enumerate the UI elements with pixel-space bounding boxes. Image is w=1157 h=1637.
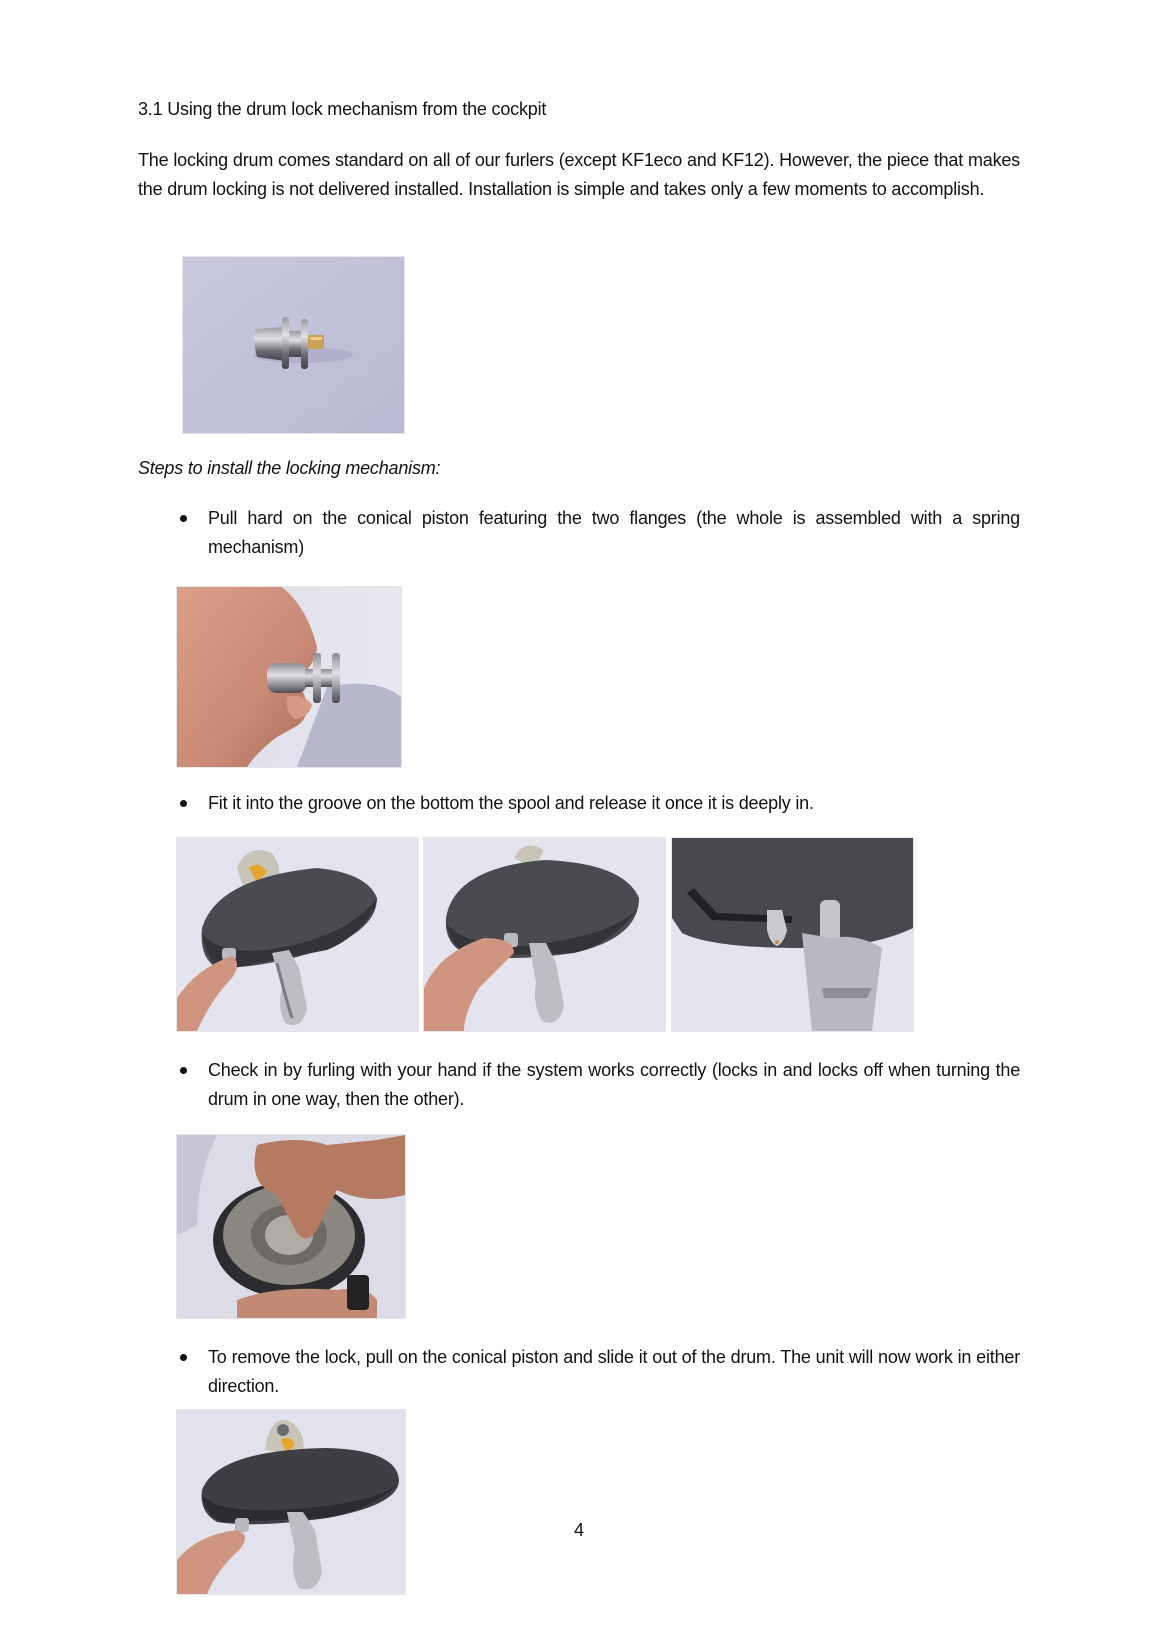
locking-piston-photo xyxy=(182,256,405,434)
fitting-piston-photo-1 xyxy=(176,837,419,1032)
step-3-text: Check in by furling with your hand if the system works correctly (locks in and locks off when turning the drum in one way, then the other). xyxy=(208,1060,1020,1109)
bullet-icon xyxy=(180,515,187,522)
bullet-icon xyxy=(180,800,187,807)
step-2-text: Fit it into the groove on the bottom the spool and release it once it is deeply in. xyxy=(208,793,814,813)
page-number: 4 xyxy=(573,1520,584,1540)
hand-turning-drum-photo xyxy=(176,1134,406,1319)
bullet-icon xyxy=(180,1067,187,1074)
steps-title: Steps to install the locking mechanism: xyxy=(138,458,441,478)
bullet-icon xyxy=(180,1354,187,1361)
removing-lock-photo xyxy=(176,1409,406,1595)
step-1-text: Pull hard on the conical piston featuring the two flanges (the whole is assembled with a spring mechanism) xyxy=(208,508,1020,557)
section-heading: 3.1 Using the drum lock mechanism from the cockpit xyxy=(138,99,547,119)
fitting-piston-photo-2 xyxy=(423,837,666,1032)
hand-pulling-piston-photo xyxy=(176,586,402,768)
piston-installed-closeup-photo xyxy=(671,837,914,1032)
intro-paragraph: The locking drum comes standard on all of our furlers (except KF1eco and KF12). However, the piece that makes the drum locking is not delivered installed. Installation is simple and takes only a few moments to accomplish. xyxy=(138,150,1020,199)
step-4-text: To remove the lock, pull on the conical piston and slide it out of the drum. The unit will now work in either direction. xyxy=(208,1347,1020,1396)
